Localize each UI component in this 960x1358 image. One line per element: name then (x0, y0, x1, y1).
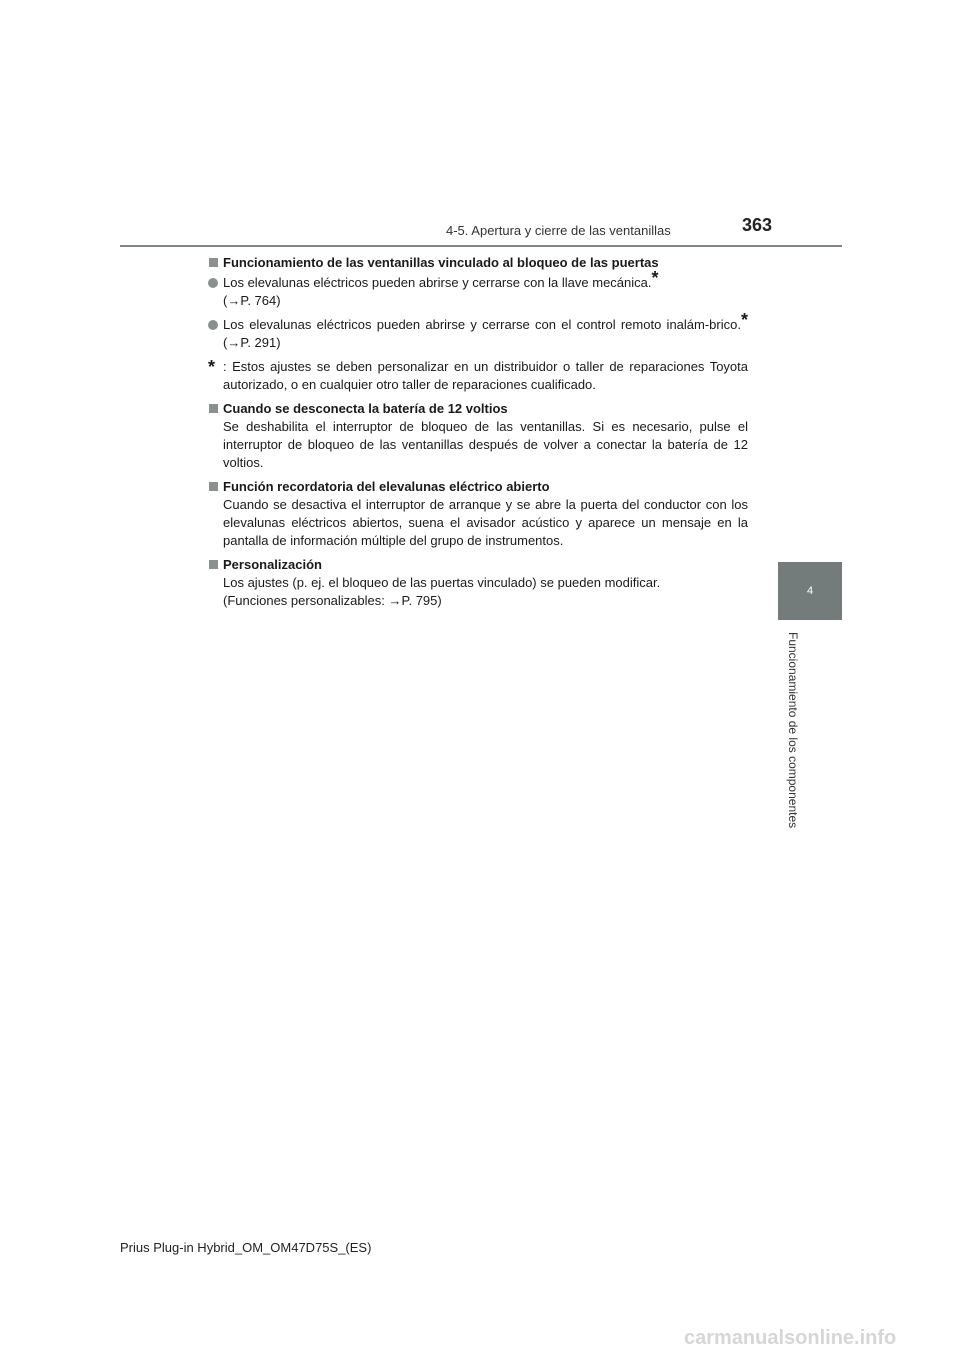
footnote (208, 358, 748, 394)
section-heading (208, 478, 748, 496)
section-body-line: Los ajustes (p. ej. el bloqueo de las puertas vinculado) se pueden modificar. (223, 575, 661, 590)
section-body: Cuando se desactiva el interruptor de arranque y se abre la puerta del conductor con los elevalunas eléctricos abiertos, suena el avisador acústico y aparece un mensaje en la pantalla de información múltiple del grupo de instrumentos. (223, 497, 748, 548)
section-open-window-reminder (208, 478, 748, 550)
list-item-text: Los elevalunas eléctricos pueden abrirse y cerrarse con la llave mecánica. (223, 275, 652, 290)
footnote-star: * (208, 357, 216, 377)
document-id: Prius Plug-in Hybrid_OM_OM47D75S_(ES) (120, 1240, 372, 1255)
circle-bullet-icon (208, 320, 218, 330)
page-reference: (→P. 764) (223, 293, 281, 308)
chapter-number: 4 (806, 585, 814, 597)
section-body (208, 574, 748, 610)
watermark: carmanualsonline.info (684, 1327, 897, 1349)
section-heading (208, 254, 748, 272)
section-battery-disconnect (208, 400, 748, 472)
header-divider (120, 245, 842, 247)
page-reference: (→P. 291) (223, 335, 281, 350)
section-heading-text: Personalización (223, 557, 322, 572)
chapter-tab (778, 562, 842, 620)
chapter-title: Funcionamiento de los componentes (786, 632, 800, 829)
list-item-text: Los elevalunas eléctricos pueden abrirse y cerrarse con el control remoto inalám-brico. (223, 317, 741, 332)
footnote-star: * (651, 268, 659, 288)
circle-bullet-icon (208, 278, 218, 288)
square-bullet-icon (209, 560, 218, 569)
square-bullet-icon (209, 404, 218, 413)
section-body: Se deshabilita el interruptor de bloqueo de las ventanillas. Si es necesario, pulse el interruptor de bloqueo de las ventanillas después de volver a conectar la batería de 12 voltios. (223, 419, 748, 470)
section-body-line: (Funciones personalizables: →P. 795) (223, 593, 442, 608)
section-heading (208, 400, 748, 418)
square-bullet-icon (209, 258, 218, 267)
page-number: 363 (742, 215, 773, 235)
section-customization (208, 556, 748, 610)
footnote-star: * (740, 310, 748, 330)
footnote-text: : Estos ajustes se deben personalizar en un distribuidor o taller de reparaciones Toyota autorizado, o en cualquier otro taller de reparaciones cualificado. (223, 359, 748, 392)
section-heading-text: Funcionamiento de las ventanillas vinculado al bloqueo de las puertas (223, 255, 659, 270)
page-content (208, 254, 748, 616)
list-item (208, 268, 748, 310)
list-item (208, 310, 748, 352)
section-window-lock-link (208, 254, 748, 394)
section-heading (208, 556, 748, 574)
section-heading-text: Función recordatoria del elevalunas eléctrico abierto (223, 479, 550, 494)
section-heading-text: Cuando se desconecta la batería de 12 voltios (223, 401, 508, 416)
section-title: 4-5. Apertura y cierre de las ventanillas (446, 223, 671, 238)
square-bullet-icon (209, 482, 218, 491)
